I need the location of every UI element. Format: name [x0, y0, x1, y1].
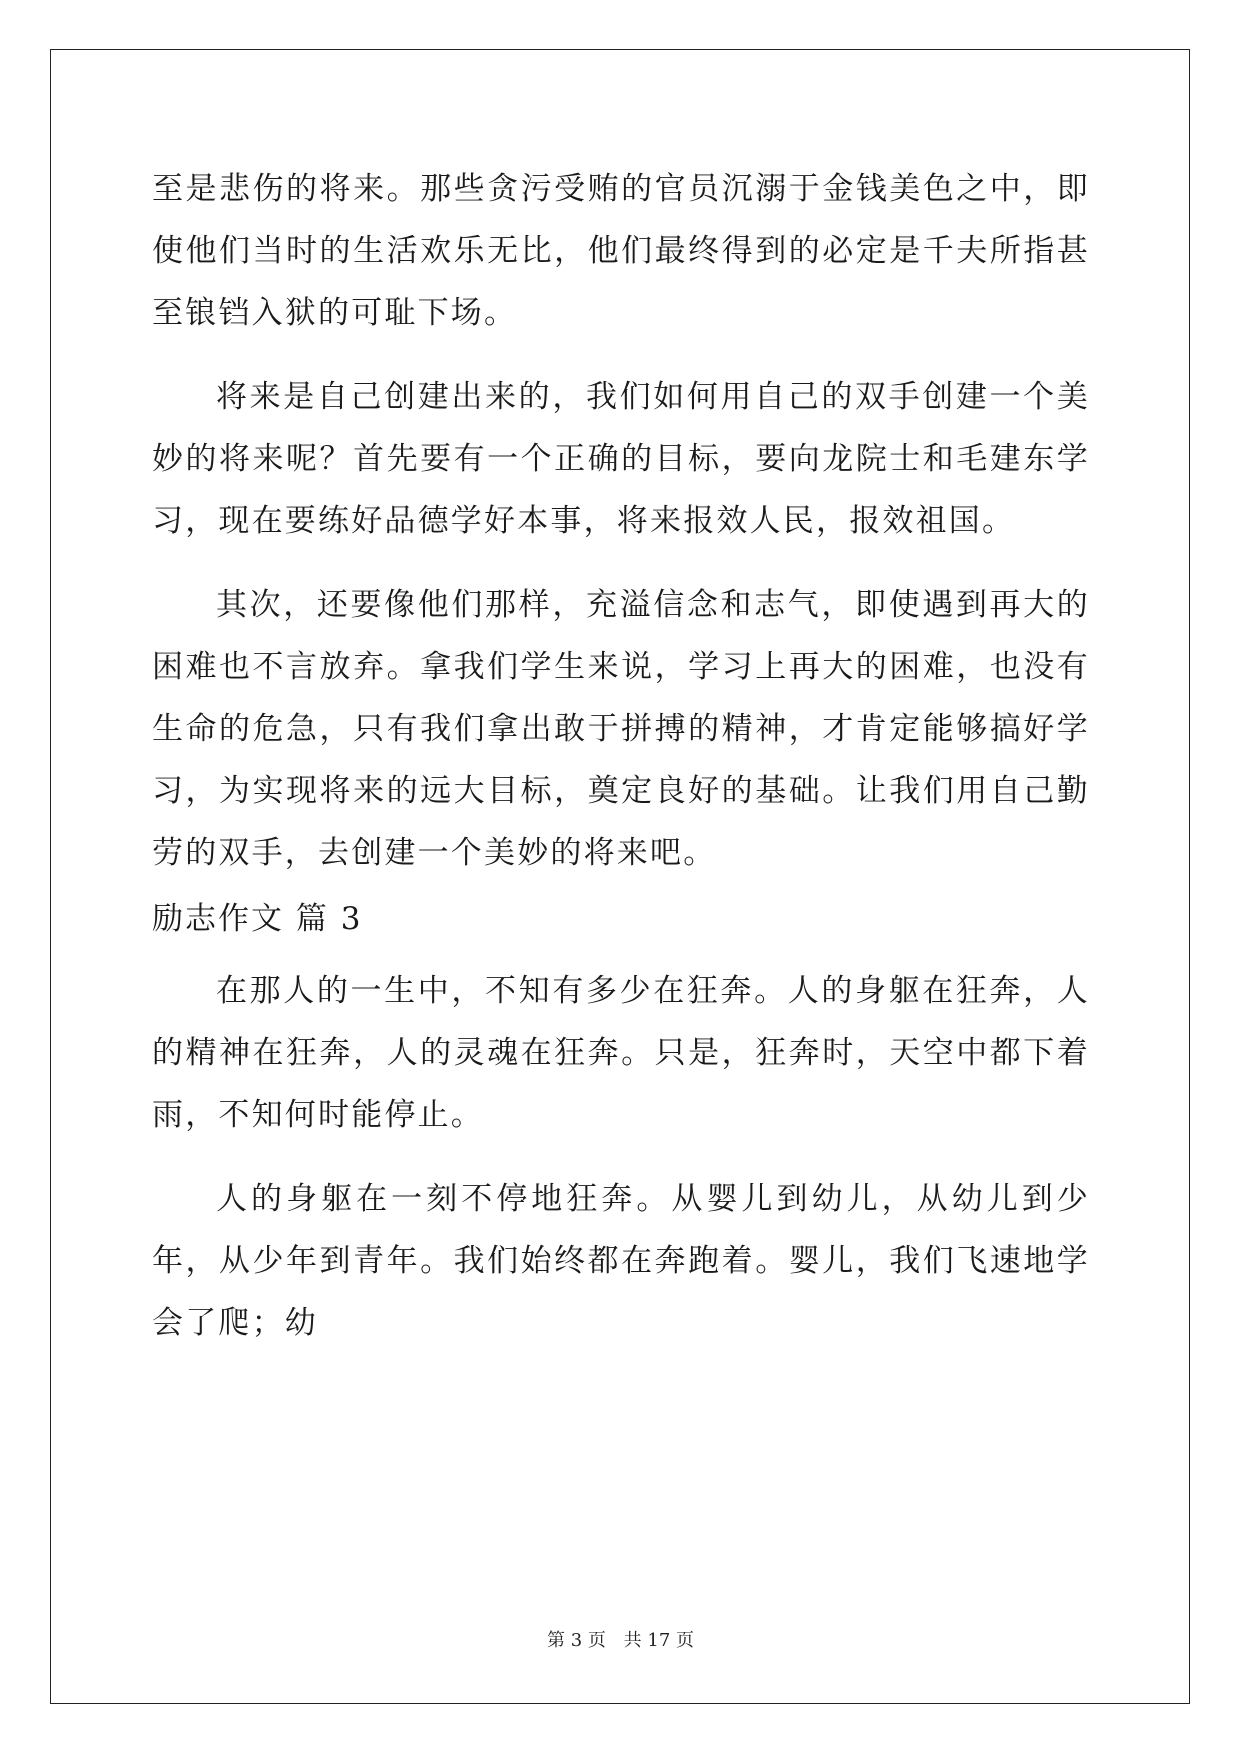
- paragraph-1: 至是悲伤的将来。那些贪污受贿的官员沉溺于金钱美色之中，即使他们当时的生活欢乐无比，他们最终得到的必定是千夫所指甚至锒铛入狱的可耻下场。: [152, 171, 1090, 331]
- paragraph-5: 人的身躯在一刻不停地狂奔。从婴儿到幼儿，从幼儿到少年，从少年到青年。我们始终都在奔跑着。婴儿，我们飞速地学会了爬；幼: [152, 1181, 1090, 1341]
- current-page-label: 第 3 页: [547, 1630, 606, 1651]
- section-title: 励志作文 篇 3: [152, 901, 363, 937]
- page-footer: [0, 1626, 1241, 1652]
- document-body: [152, 158, 1090, 1354]
- paragraph-2: 将来是自己创建出来的，我们如何用自己的双手创建一个美妙的将来呢？首先要有一个正确的目标，要向龙院士和毛建东学习，现在要练好品德学好本事，将来报效人民，报效祖国。: [152, 379, 1090, 539]
- paragraph-4: 在那人的一生中，不知有多少在狂奔。人的身躯在狂奔，人的精神在狂奔，人的灵魂在狂奔。只是，狂奔时，天空中都下着雨，不知何时能停止。: [152, 973, 1090, 1133]
- total-pages-label: 共 17 页: [623, 1630, 694, 1651]
- paragraph-3: 其次，还要像他们那样，充溢信念和志气，即使遇到再大的困难也不言放弃。拿我们学生来说，学习上再大的困难，也没有生命的危急，只有我们拿出敢于拼搏的精神，才肯定能够搞好学习，为实现将来的远大目标，奠定良好的基础。让我们用自己勤劳的双手，去创建一个美妙的将来吧。: [152, 587, 1090, 871]
